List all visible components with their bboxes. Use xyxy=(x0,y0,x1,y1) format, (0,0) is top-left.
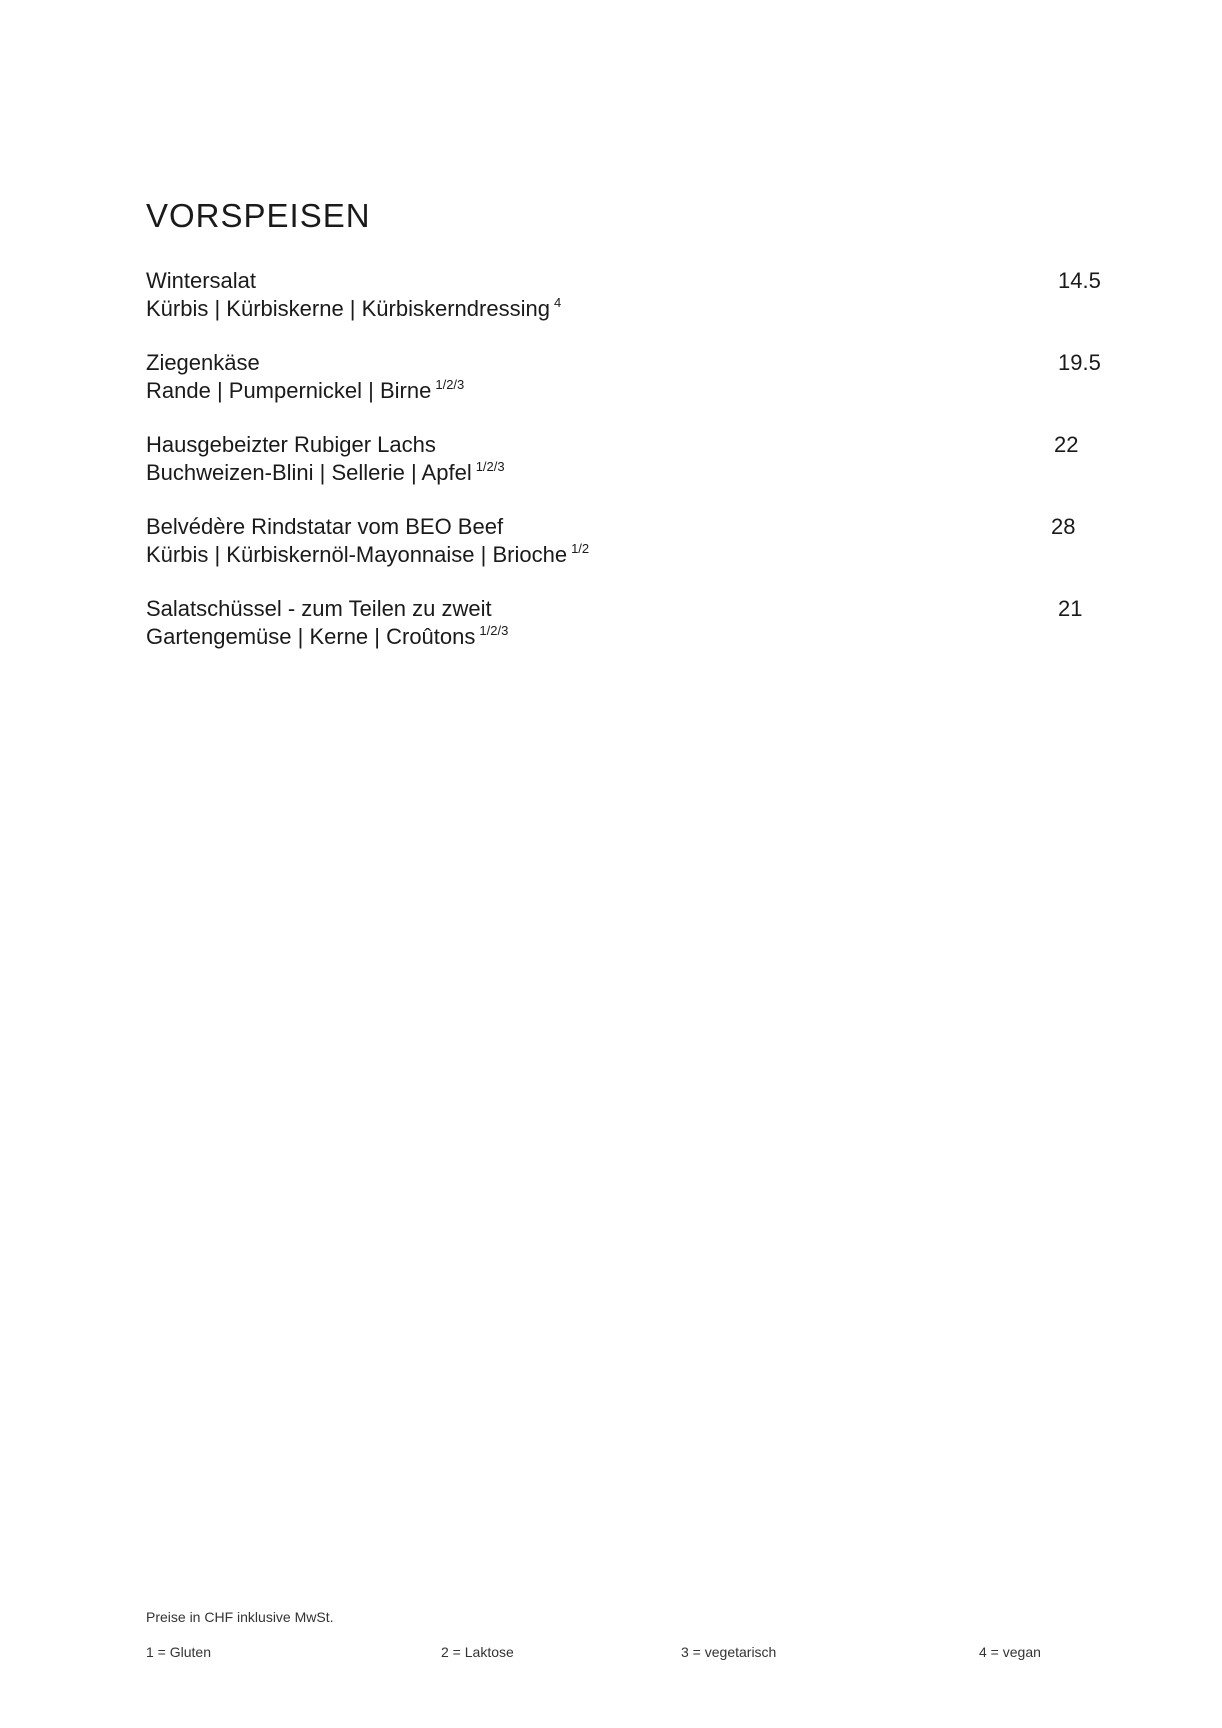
menu-item xyxy=(146,513,1101,567)
item-description: Buchweizen-Blini | Sellerie | Apfel xyxy=(146,460,472,485)
item-description: Kürbis | Kürbiskerne | Kürbiskerndressing xyxy=(146,296,550,321)
item-description-line xyxy=(146,623,508,651)
item-name: Salatschüssel - zum Teilen zu zweit xyxy=(146,596,492,621)
section-title: VORSPEISEN xyxy=(146,197,371,235)
menu-item xyxy=(146,267,1101,321)
allergen-codes: 1/2/3 xyxy=(435,377,465,392)
item-description-line xyxy=(146,541,589,569)
allergen-legend-vegetarisch: 3 = vegetarisch xyxy=(681,1644,777,1660)
item-description: Rande | Pumpernickel | Birne xyxy=(146,378,432,403)
item-description-line xyxy=(146,377,464,405)
item-description-line xyxy=(146,459,505,487)
menu-item xyxy=(146,595,1101,649)
item-name: Hausgebeizter Rubiger Lachs xyxy=(146,432,436,457)
menu-item-list xyxy=(146,267,1101,677)
item-price: 14.5 xyxy=(1058,268,1101,293)
menu-item xyxy=(146,431,1101,485)
item-price: 28 xyxy=(1051,514,1076,539)
menu-item xyxy=(146,349,1101,403)
price-note: Preise in CHF inklusive MwSt. xyxy=(146,1609,334,1625)
item-name: Belvédère Rindstatar vom BEO Beef xyxy=(146,514,504,539)
allergen-codes: 1/2 xyxy=(571,541,590,556)
allergen-codes: 1/2/3 xyxy=(475,459,505,474)
item-description-line xyxy=(146,295,561,323)
allergen-legend-laktose: 2 = Laktose xyxy=(441,1644,514,1660)
item-description: Kürbis | Kürbiskernöl-Mayonnaise | Brioche xyxy=(146,542,568,567)
item-name: Wintersalat xyxy=(146,268,257,293)
allergen-codes: 1/2/3 xyxy=(479,623,509,638)
allergen-legend-gluten: 1 = Gluten xyxy=(146,1644,211,1660)
item-price: 19.5 xyxy=(1058,350,1101,375)
item-description: Gartengemüse | Kerne | Croûtons xyxy=(146,624,476,649)
item-price: 21 xyxy=(1058,596,1083,621)
item-name: Ziegenkäse xyxy=(146,350,260,375)
allergen-legend-vegan: 4 = vegan xyxy=(979,1644,1041,1660)
item-price: 22 xyxy=(1054,432,1079,457)
allergen-codes: 4 xyxy=(553,295,562,310)
